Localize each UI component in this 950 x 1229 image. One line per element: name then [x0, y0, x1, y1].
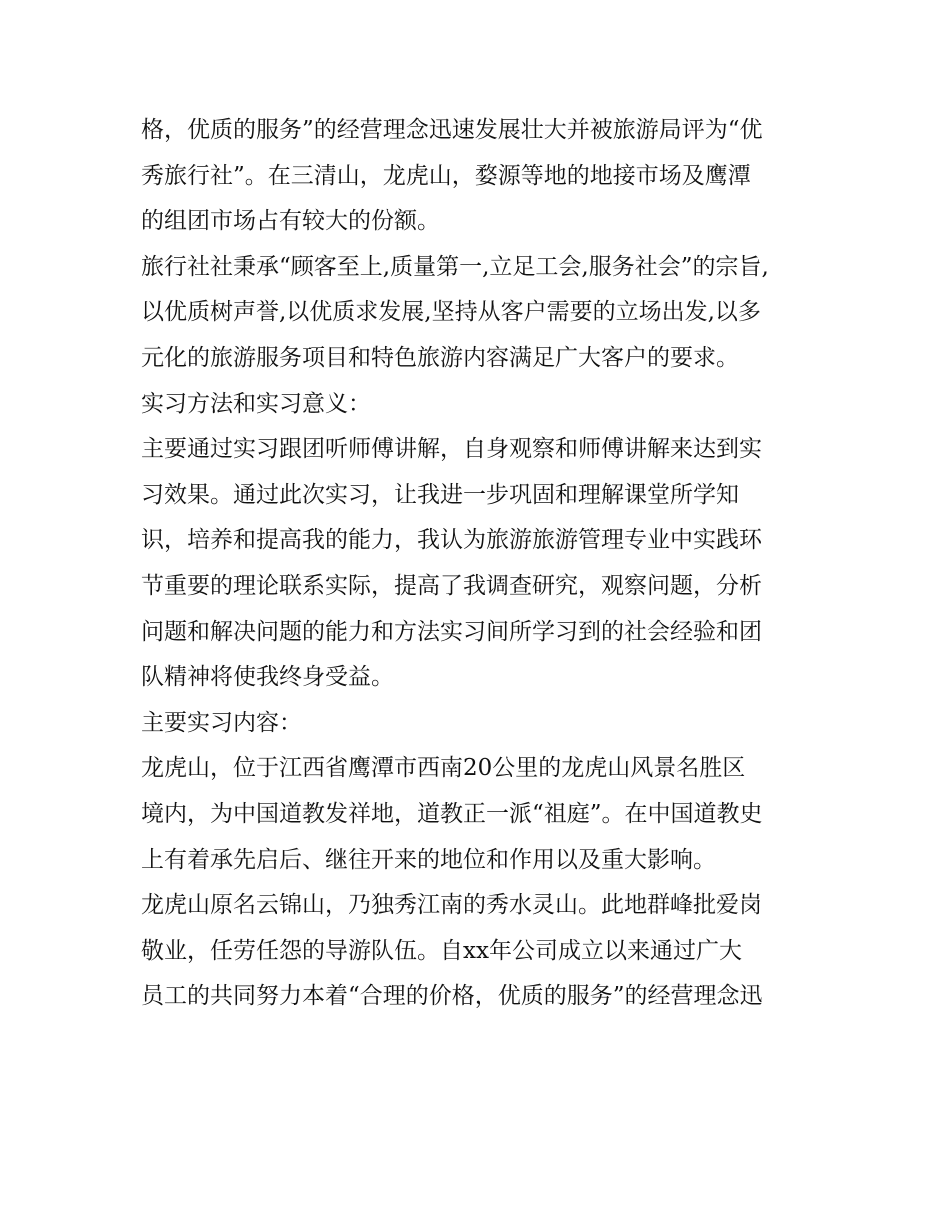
text-line: 队精神将使我终身受益。	[141, 664, 394, 691]
text-line: 境内，为中国道教发祥地，道教正一派“祖庭”。在中国道教史	[141, 800, 763, 827]
text-line: 问题和解决问题的能力和方法实习间所学习到的社会经验和团	[141, 618, 762, 645]
text-line: 主要通过实习跟团听师傅讲解，自身观察和师傅讲解来达到实	[141, 436, 762, 463]
text-line: 习效果。通过此次实习，让我进一步巩固和理解课堂所学知	[141, 481, 739, 508]
text-line: 的组团市场占有较大的份额。	[141, 208, 440, 235]
text-line: 龙虎山原名云锦山，乃独秀江南的秀水灵山。此地群峰批爱岗	[141, 892, 762, 919]
text-line: 识，培养和提高我的能力，我认为旅游旅游管理专业中实践环	[141, 527, 762, 554]
text-line: 旅行社社秉承“顾客至上,质量第一,立足工会,服务社会”的宗旨,	[141, 253, 769, 280]
text-line: 格，优质的服务”的经营理念迅速发展壮大并被旅游局评为“优	[141, 117, 763, 143]
body-text	[141, 108, 821, 1020]
section-heading: 主要实习内容：	[141, 709, 302, 736]
text-line: 敬业，任劳任怨的导游队伍。自xx年公司成立以来通过广大	[141, 937, 742, 964]
section-heading: 实习方法和实习意义：	[141, 390, 371, 417]
text-line: 元化的旅游服务项目和特色旅游内容满足广大客户的要求。	[141, 344, 739, 371]
text-line: 员工的共同努力本着“合理的价格，优质的服务”的经营理念迅	[141, 983, 763, 1010]
text-line: 秀旅行社”。在三清山，龙虎山，婺源等地的地接市场及鹰潭	[141, 162, 751, 189]
text-line: 龙虎山，位于江西省鹰潭市西南20公里的龙虎山风景名胜区	[141, 755, 746, 782]
text-line: 节重要的理论联系实际，提高了我调查研究，观察问题，分析	[141, 572, 762, 599]
text-line: 以优质树声誉,以优质求发展,坚持从客户需要的立场出发,以多	[141, 299, 761, 326]
text-line: 上有着承先启后、继往开来的地位和作用以及重大影响。	[141, 846, 716, 873]
